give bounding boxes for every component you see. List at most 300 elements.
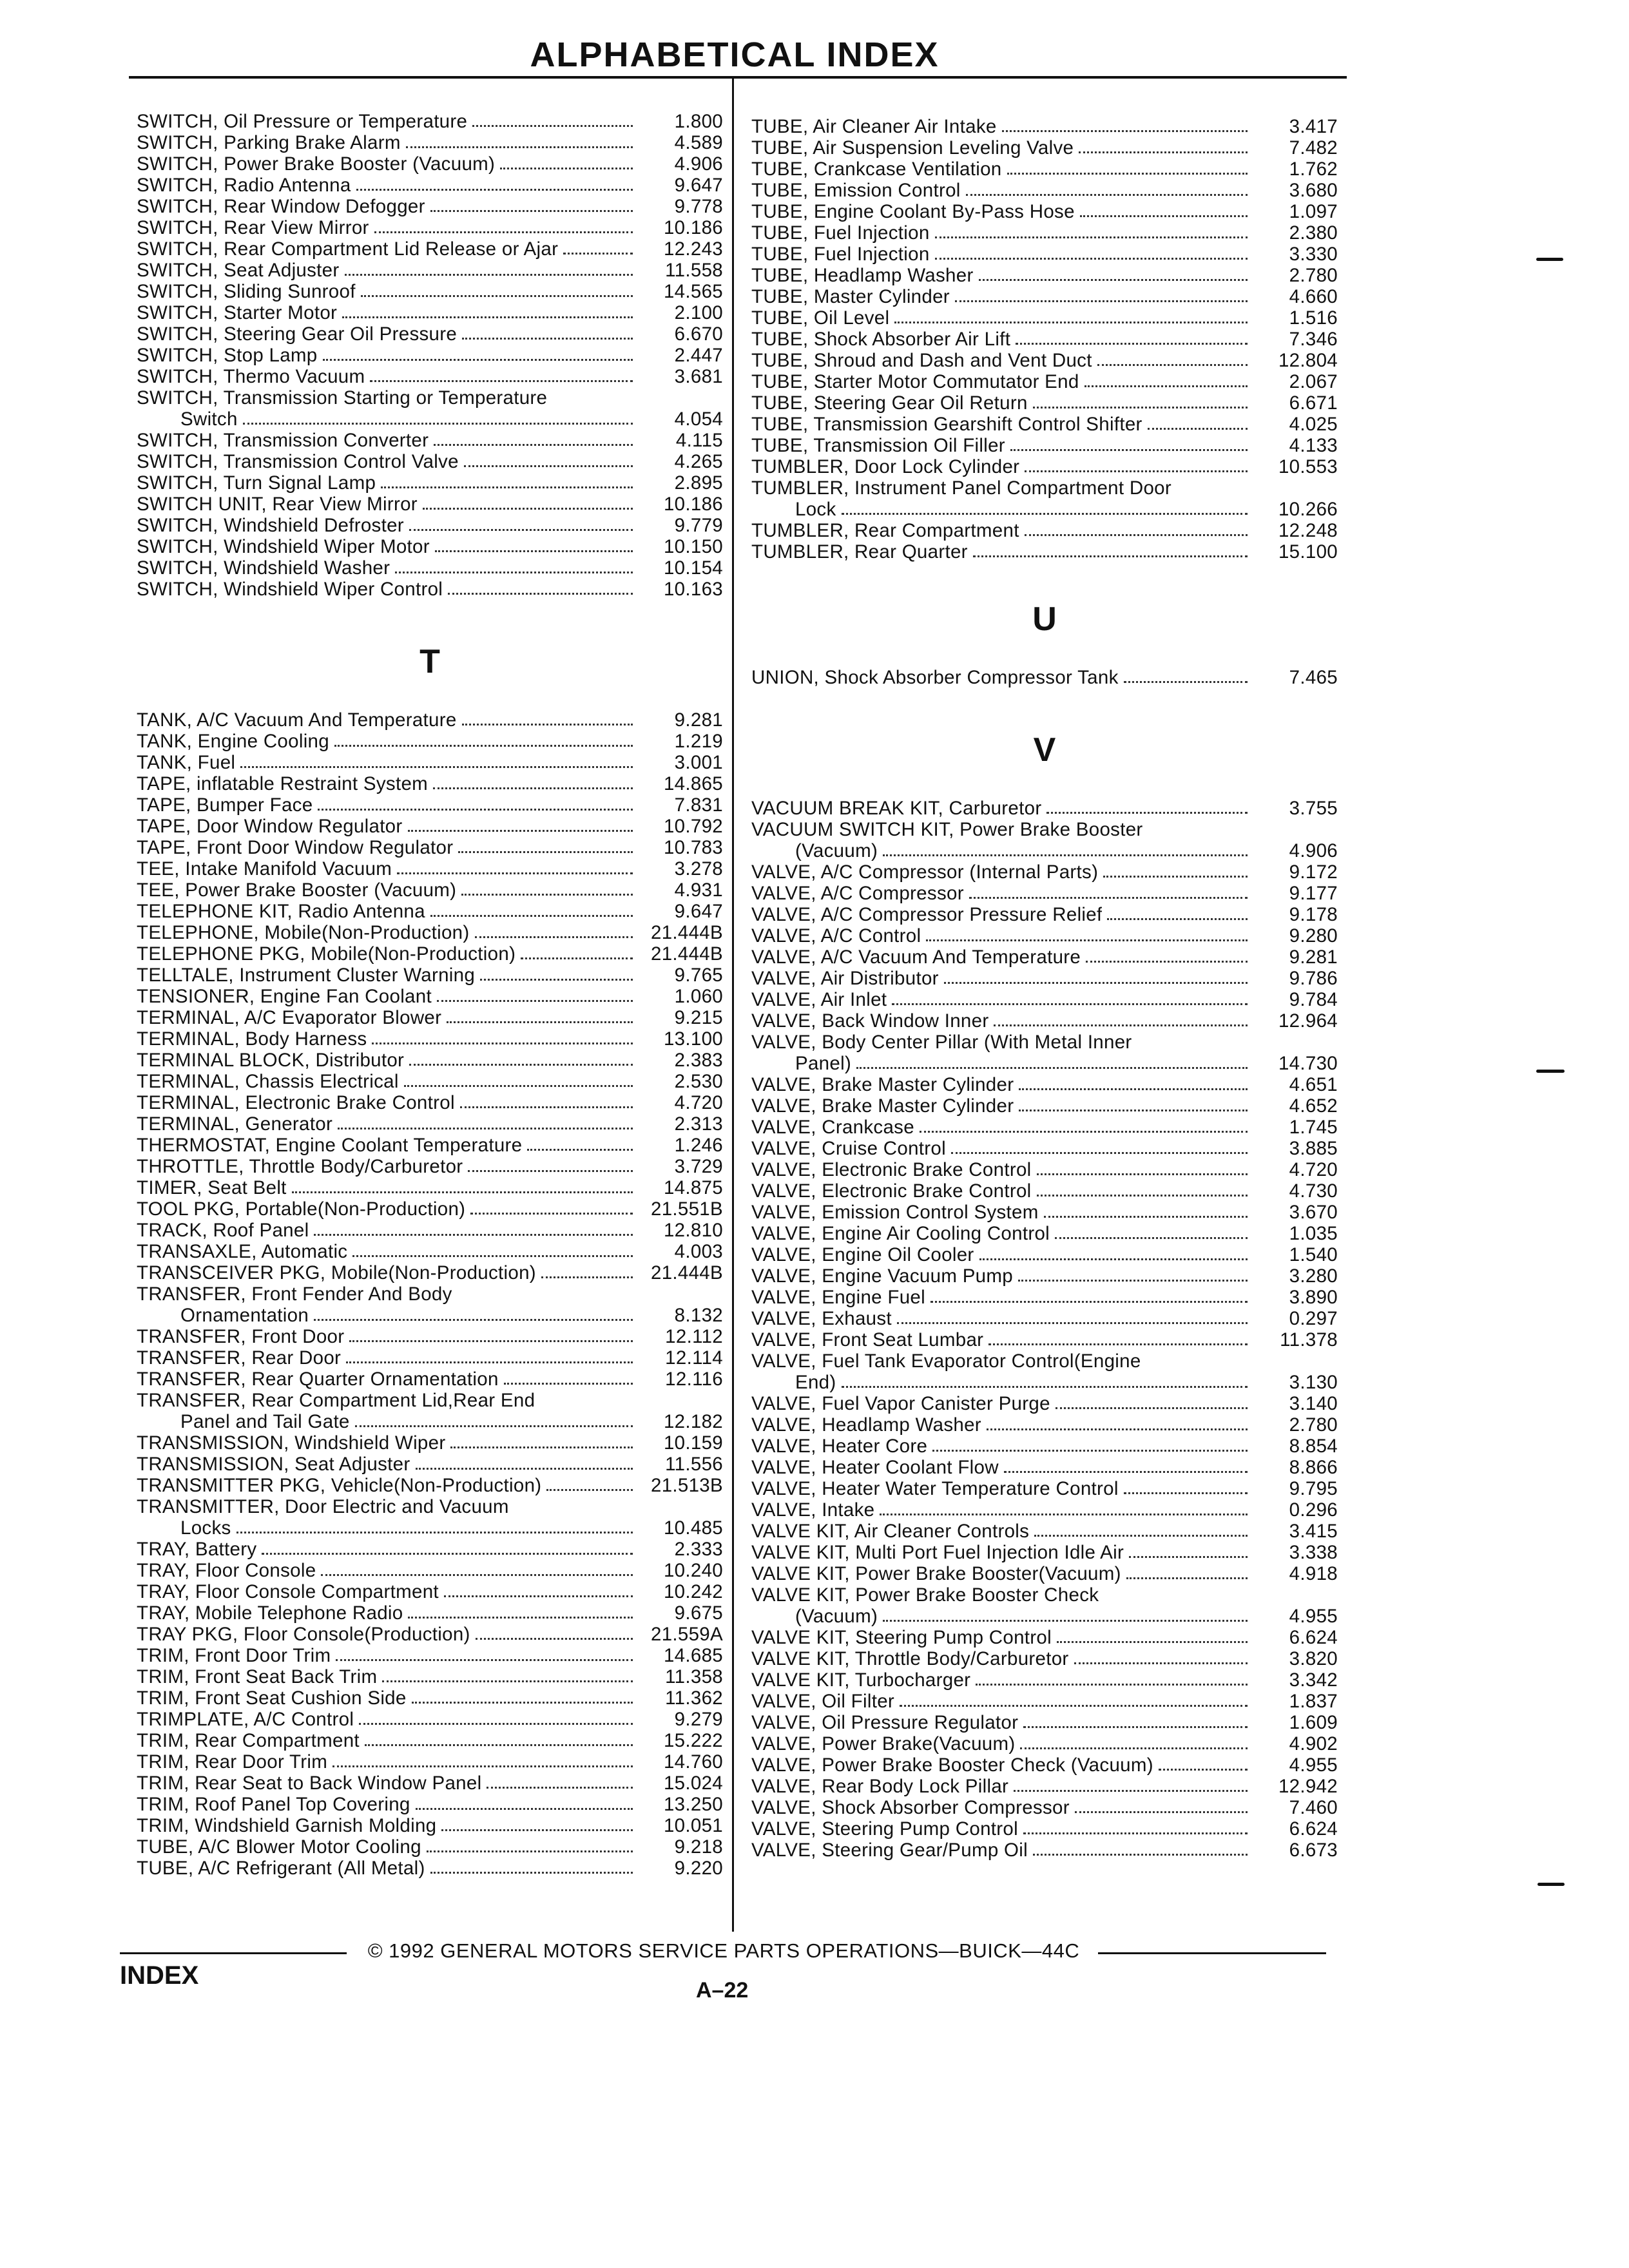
index-entry [751,819,1338,861]
index-entry-line [751,1669,1338,1691]
page-reference: 9.178 [1289,904,1338,925]
section-letter-t: T [419,643,440,680]
index-entry-line [751,1393,1338,1414]
index-entry [751,1287,1338,1308]
index-entry [137,1454,723,1475]
dot-leader [352,1255,633,1257]
index-entry-line-wrap [751,1584,1338,1606]
index-entry-line [137,1454,723,1475]
entry-name: TRANSCEIVER PKG, Mobile(Non-Production) [137,1262,536,1283]
index-entry-line [137,472,723,494]
page-reference: 14.760 [663,1751,723,1773]
page-reference: 3.681 [674,366,723,387]
dot-leader [487,1787,633,1789]
dot-leader [423,508,633,510]
index-entry-line [137,238,723,260]
index-entry [751,1712,1338,1733]
page-reference: 10.240 [663,1560,723,1581]
page-reference: 3.415 [1289,1521,1338,1542]
page-reference: 2.530 [674,1071,723,1092]
index-entry-line [137,557,723,579]
entry-name: TRANSFER, Rear Quarter Ornamentation [137,1369,499,1390]
index-entry [137,1539,723,1560]
index-entry [751,265,1338,286]
dot-leader [932,1450,1248,1452]
entry-name: TRANSMISSION, Seat Adjuster [137,1454,410,1475]
index-entry [751,1414,1338,1436]
page-reference: 4.902 [1289,1733,1338,1754]
index-entry-line [751,1521,1338,1542]
dot-leader [458,851,633,853]
entry-name: TUBE, Oil Level [751,307,890,329]
dot-leader [935,258,1248,260]
index-entry-line [137,111,723,132]
index-entry-line [751,307,1338,329]
index-entry [137,1283,723,1326]
index-entry [751,222,1338,244]
entry-name: TELLTALE, Instrument Cluster Warning [137,965,476,986]
entry-name: TUBE, A/C Blower Motor Cooling [137,1836,421,1858]
index-entry [751,286,1338,307]
page-reference: 6.624 [1289,1818,1338,1840]
index-entry-line [751,1329,1338,1350]
index-entry-line [751,392,1338,414]
entry-name: TRAY, Floor Console [137,1560,316,1581]
dot-leader [1097,364,1248,366]
index-entry-line [751,1095,1338,1117]
index-entry [751,1818,1338,1840]
dot-leader [842,1386,1248,1388]
dot-leader [987,1428,1248,1430]
u-entries [751,667,1338,688]
page-reference: 4.730 [1289,1180,1338,1202]
entry-name: TAPE, inflatable Restraint System [137,773,429,794]
footer-rule-right [1098,1952,1326,1954]
entry-name: TRIM, Roof Panel Top Covering [137,1794,410,1815]
page-reference: 7.465 [1289,667,1338,688]
dot-leader [883,1620,1248,1622]
entry-name: VALVE, Exhaust [751,1308,892,1329]
dot-leader [462,724,633,726]
t-entries [137,709,723,1879]
page-reference: 1.837 [1289,1691,1338,1712]
index-entry [751,1223,1338,1244]
page-reference: 14.565 [663,281,723,302]
entry-name: TRANSMITTER, Door Electric and Vacuum [137,1496,509,1517]
entry-name: VALVE, A/C Compressor (Internal Parts) [751,861,1099,883]
dot-leader [470,1213,633,1215]
entry-name: (Vacuum) [795,1606,878,1627]
index-entry [751,180,1338,201]
entry-name: SWITCH, Windshield Defroster [137,515,404,536]
page-reference: 12.114 [665,1347,723,1369]
entry-name: VALVE, Engine Fuel [751,1287,925,1308]
index-entry-line [751,667,1338,688]
dot-leader [338,1128,633,1129]
index-entry-line-wrap [137,1390,723,1411]
index-entry-line [137,1432,723,1454]
page-title: ALPHABETICAL INDEX [530,35,940,74]
page-reference: 21.444B [650,943,723,965]
dot-leader [359,1723,633,1725]
dot-leader [979,279,1248,281]
index-entry-line-wrap [751,1032,1338,1053]
dot-leader [406,146,633,148]
page-reference: 11.362 [665,1687,723,1709]
index-entry-line [751,286,1338,307]
dot-leader [966,194,1248,196]
entry-name: TUBE, Crankcase Ventilation [751,159,1002,180]
dot-leader [409,529,633,531]
page-reference: 15.100 [1278,541,1338,562]
entry-name: VALVE, Emission Control System [751,1202,1039,1223]
dot-leader [416,1808,633,1810]
index-entry-line [751,1159,1338,1180]
dot-leader [951,1152,1248,1154]
index-entry-line [137,1581,723,1602]
entry-name: TEE, Power Brake Booster (Vacuum) [137,879,457,901]
index-entry-line [751,925,1338,947]
index-entry-line [137,430,723,451]
index-entry-line [137,965,723,986]
entry-name: TUBE, Shroud and Dash and Vent Duct [751,350,1092,371]
index-entry-line [751,1648,1338,1669]
dot-leader [342,316,633,318]
index-entry [137,345,723,366]
dot-leader [563,253,633,255]
index-entry-line [751,840,1338,861]
entry-name: TUBE, Emission Control [751,180,961,201]
entry-name: VALVE, Electronic Brake Control [751,1180,1032,1202]
index-entry [751,1542,1338,1563]
index-entry [137,1007,723,1028]
page-reference: 4.918 [1289,1563,1338,1584]
entry-name: VALVE KIT, Steering Pump Control [751,1627,1052,1648]
page-reference: 9.786 [1289,968,1338,989]
index-entry [751,1329,1338,1350]
entry-name: VALVE, A/C Compressor [751,883,964,904]
index-entry-line [137,302,723,323]
index-entry-line [137,1645,723,1666]
entry-name: Locks [180,1517,231,1539]
page-reference: 10.485 [663,1517,723,1539]
entry-name: TERMINAL, Generator [137,1113,333,1135]
page-reference: 12.116 [665,1369,723,1390]
dot-leader [1037,1173,1248,1175]
dot-leader [892,1003,1248,1005]
dot-leader [1033,407,1248,408]
entry-name: SWITCH, Starter Motor [137,302,338,323]
entry-name: VALVE, Engine Oil Cooler [751,1244,974,1265]
entry-name: TUMBLER, Instrument Panel Compartment Door [751,477,1171,499]
title-rule [129,76,1347,79]
index-entry [751,392,1338,414]
dot-leader [1019,1088,1248,1090]
entry-name: TRANSFER, Front Fender And Body [137,1283,452,1305]
index-entry-line [751,1244,1338,1265]
dot-leader [355,1425,633,1427]
page-reference: 4.720 [674,1092,723,1113]
entry-name: SWITCH, Oil Pressure or Temperature [137,111,468,132]
index-entry [751,1159,1338,1180]
index-entry-line [137,1475,723,1496]
dot-leader [382,1680,633,1682]
dot-leader [1080,215,1248,217]
page-reference: 9.279 [674,1709,723,1730]
entry-name: TUBE, A/C Refrigerant (All Metal) [137,1858,425,1879]
index-entry [137,302,723,323]
dot-leader [361,295,633,297]
entry-name: Panel and Tail Gate [180,1411,350,1432]
index-entry [137,837,723,858]
index-entry [751,159,1338,180]
index-entry [137,1156,723,1177]
entry-name: THROTTLE, Throttle Body/Carburetor [137,1156,463,1177]
dot-leader [926,939,1248,941]
entry-name: TRIM, Rear Seat to Back Window Panel [137,1773,482,1794]
dot-leader [1044,1216,1248,1218]
index-entry [137,1071,723,1092]
index-entry [751,1563,1338,1584]
index-entry-line [137,858,723,879]
page-reference: 10.051 [663,1815,723,1836]
dot-leader [1148,428,1248,430]
dot-leader [935,236,1248,238]
dot-leader [370,380,633,382]
index-entry-line [137,794,723,816]
page-reference: 11.378 [1280,1329,1338,1350]
dot-leader [1124,681,1248,683]
entry-name: TANK, A/C Vacuum And Temperature [137,709,457,731]
page-reference: 6.671 [1289,392,1338,414]
index-entry [751,1457,1338,1478]
entry-name: SWITCH, Parking Brake Alarm [137,132,401,153]
page-reference: 9.177 [1289,883,1338,904]
dot-leader [842,513,1248,515]
dot-leader [976,1684,1248,1686]
index-entry-line-wrap [137,1496,723,1517]
index-entry-line [137,1666,723,1687]
page-reference: 3.820 [1289,1648,1338,1669]
dot-leader [334,745,633,747]
entry-name: SWITCH, Windshield Wiper Control [137,579,443,600]
dot-leader [468,1170,633,1172]
page-reference: 9.281 [674,709,723,731]
index-entry-line [751,1414,1338,1436]
index-entry-line [137,1113,723,1135]
index-entry [137,1390,723,1432]
index-entry [751,1117,1338,1138]
index-entry-line [751,968,1338,989]
page-reference: 3.342 [1289,1669,1338,1691]
dot-leader [988,1343,1248,1345]
page-reference: 10.242 [663,1581,723,1602]
index-entry-line [137,1709,723,1730]
index-entry-line [137,1262,723,1283]
dot-leader [527,1149,633,1151]
entry-name: TUBE, Master Cylinder [751,286,950,307]
page-reference: 7.346 [1289,329,1338,350]
entry-name: SWITCH, Steering Gear Oil Pressure [137,323,458,345]
dot-leader [1079,151,1248,153]
entry-name: TUBE, Transmission Gearshift Control Shifter [751,414,1142,435]
index-entry-line [751,1308,1338,1329]
page-reference: 1.800 [674,111,723,132]
dot-leader [365,1744,633,1746]
entry-name: TENSIONER, Engine Fan Coolant [137,986,432,1007]
index-entry-line [137,922,723,943]
entry-name: Switch [180,408,238,430]
copyright-notice: © 1992 GENERAL MOTORS SERVICE PARTS OPERATIONS—BUICK—44C [367,1939,1080,1962]
entry-name: TUBE, Engine Coolant By-Pass Hose [751,201,1075,222]
entry-name: TRANSMITTER PKG, Vehicle(Non-Production) [137,1475,542,1496]
index-entry [137,323,723,345]
entry-name: VALVE, Front Seat Lumbar [751,1329,984,1350]
footer-rule-left [120,1952,347,1954]
entry-name: VALVE, Brake Master Cylinder [751,1074,1014,1095]
index-entry [751,244,1338,265]
dot-leader [1075,1811,1248,1813]
index-entry [751,477,1338,520]
index-entry-line [137,515,723,536]
entry-name: VALVE, Power Brake(Vacuum) [751,1733,1016,1754]
entry-name: TRACK, Roof Panel [137,1220,309,1241]
entry-name: TELEPHONE KIT, Radio Antenna [137,901,425,922]
entry-name: TUBE, Air Cleaner Air Intake [751,116,997,137]
page-reference: 4.906 [1289,840,1338,861]
index-entry-line [137,816,723,837]
page-reference: 10.163 [663,579,723,600]
dot-leader [955,300,1248,302]
entry-name: VALVE, Brake Master Cylinder [751,1095,1014,1117]
index-entry-line [751,159,1338,180]
page-reference: 4.133 [1289,435,1338,456]
index-entry-line [751,1180,1338,1202]
index-entry [137,1220,723,1241]
dot-leader [1055,1407,1248,1409]
index-entry-line [137,1177,723,1198]
index-entry [137,773,723,794]
page-reference: 3.001 [674,752,723,773]
index-entry [751,947,1338,968]
page-reference: 3.278 [674,858,723,879]
dot-leader [546,1489,633,1491]
index-entry-line [137,1156,723,1177]
index-entry [751,1521,1338,1542]
page-reference: 14.685 [663,1645,723,1666]
dot-leader [472,125,633,127]
entry-name: VALVE, A/C Compressor Pressure Relief [751,904,1103,925]
index-entry-line [751,1606,1338,1627]
entry-name: TRIM, Rear Compartment [137,1730,360,1751]
index-entry-line [137,494,723,515]
entry-name: TERMINAL, Electronic Brake Control [137,1092,455,1113]
index-entry-line [751,1223,1338,1244]
index-entry-line [137,1624,723,1645]
index-entry-line [137,1135,723,1156]
index-entry [751,1010,1338,1032]
dot-leader [1002,130,1248,132]
entry-name: VALVE, Heater Core [751,1436,928,1457]
entry-name: VALVE, Engine Air Cooling Control [751,1223,1050,1244]
page-reference: 9.778 [674,196,723,217]
page-reference: 8.132 [674,1305,723,1326]
index-entry-line [751,329,1338,350]
index-entry-line [751,1733,1338,1754]
index-entry-line [751,1202,1338,1223]
index-entry-line [137,1794,723,1815]
index-entry-line-wrap [751,477,1338,499]
index-entry [751,798,1338,819]
entry-name: VALVE, Back Window Inner [751,1010,989,1032]
index-entry [751,1840,1338,1861]
entry-name: TRIM, Front Seat Cushion Side [137,1687,407,1709]
entry-name: TRAY, Mobile Telephone Radio [137,1602,403,1624]
page-reference: 4.589 [674,132,723,153]
index-entry [751,1265,1338,1287]
dot-leader [345,274,633,276]
index-entry [751,1754,1338,1776]
index-entry-line [137,1007,723,1028]
page-reference: 9.281 [1289,947,1338,968]
index-entry-line [751,222,1338,244]
index-entry-line [751,1117,1338,1138]
page-reference: 2.067 [1289,371,1338,392]
index-entry [751,1308,1338,1329]
entry-name: TRANSAXLE, Automatic [137,1241,348,1262]
index-entry-line [137,1198,723,1220]
index-entry-line [751,861,1338,883]
page-reference: 4.003 [674,1241,723,1262]
index-entry [751,1648,1338,1669]
dot-leader [333,1765,633,1767]
dot-leader [262,1553,633,1555]
index-entry-line [751,1542,1338,1563]
page-reference: 7.460 [1289,1797,1338,1818]
dot-leader [409,1064,633,1066]
page-reference: 12.182 [663,1411,723,1432]
entry-name: VALVE, A/C Vacuum And Temperature [751,947,1081,968]
page-reference: 12.810 [663,1220,723,1241]
entry-name: VALVE, A/C Control [751,925,921,947]
entry-name: TUBE, Fuel Injection [751,222,930,244]
page-reference: 12.248 [1278,520,1338,541]
index-entry [137,111,723,132]
dot-leader [894,322,1248,323]
page-reference: 3.729 [674,1156,723,1177]
entry-name: VALVE, Air Inlet [751,989,887,1010]
page-reference: 14.730 [1278,1053,1338,1074]
index-entry [137,1666,723,1687]
page-reference: 2.383 [674,1050,723,1071]
index-entry-line [137,1815,723,1836]
index-entry-line [751,798,1338,819]
dot-leader [1057,1641,1248,1643]
entry-name: SWITCH, Rear Compartment Lid Release or Ajar [137,238,559,260]
page-reference: 21.513B [650,1475,723,1496]
dot-leader [1007,173,1248,175]
entry-name: TRIM, Front Door Trim [137,1645,331,1666]
index-entry-line [137,1773,723,1794]
index-entry-line [137,837,723,858]
dot-leader [1126,1577,1248,1579]
entry-name: TANK, Fuel [137,752,236,773]
page-reference: 1.762 [1289,159,1338,180]
margin-mark [1536,1070,1565,1073]
index-entry-line [751,541,1338,562]
entry-name: SWITCH, Windshield Washer [137,557,390,579]
entry-name: TUBE, Air Suspension Leveling Valve [751,137,1074,159]
